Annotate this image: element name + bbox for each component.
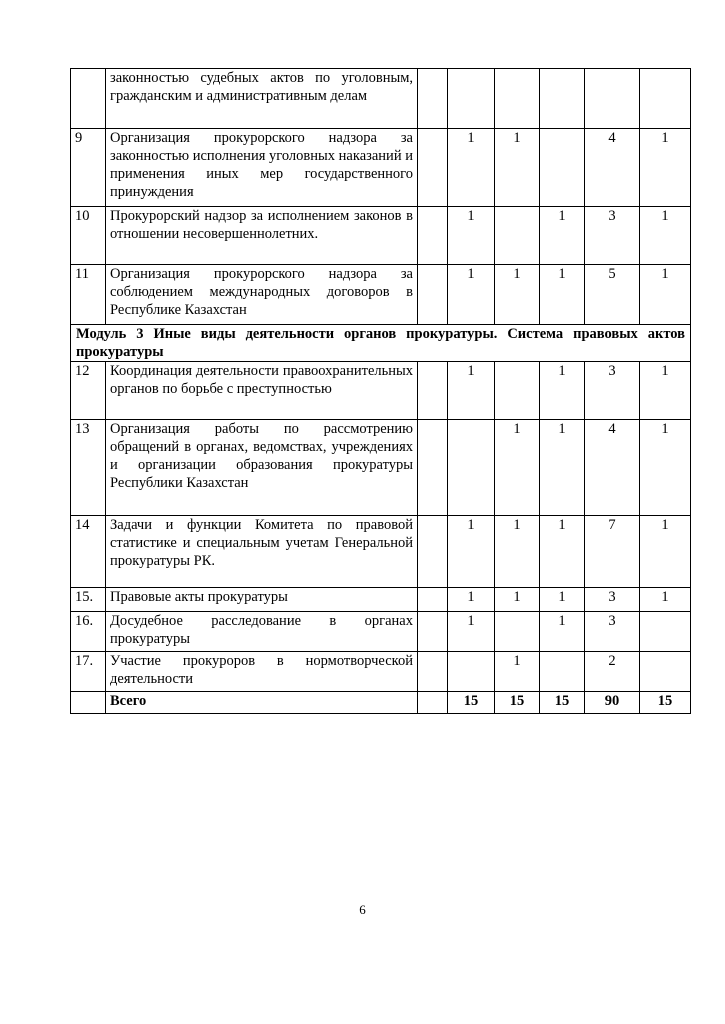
table-row xyxy=(71,612,691,652)
row-value-c1: 1 xyxy=(448,362,495,420)
row-value-c1: 1 xyxy=(448,516,495,588)
page-number: 6 xyxy=(359,902,366,917)
row-value-c5: 1 xyxy=(640,265,691,325)
total-c4: 90 xyxy=(585,692,640,714)
row-blank-cell xyxy=(418,362,448,420)
row-number: 10 xyxy=(71,207,106,265)
row-number: 13 xyxy=(71,420,106,516)
table-row xyxy=(71,516,691,588)
table-row xyxy=(71,129,691,207)
row-value-c3: 1 xyxy=(540,516,585,588)
row-value-c4: 3 xyxy=(585,362,640,420)
row-value-c4: 2 xyxy=(585,652,640,692)
row-blank-cell xyxy=(418,652,448,692)
row-number: 11 xyxy=(71,265,106,325)
row-value-c5: 1 xyxy=(640,516,691,588)
total-c2: 15 xyxy=(495,692,540,714)
row-topic: законностью судебных актов по уголовным, гражданским и административным делам xyxy=(106,69,418,129)
row-value-c2 xyxy=(495,69,540,129)
row-value-c5: 1 xyxy=(640,420,691,516)
row-blank-cell xyxy=(418,207,448,265)
module-3-title: Модуль 3 Иные виды деятельности органов прокуратуры. Система правовых актов прокуратуры xyxy=(71,325,691,362)
table-body-module3 xyxy=(71,362,691,692)
total-c5: 15 xyxy=(640,692,691,714)
total-blank-cell xyxy=(418,692,448,714)
row-value-c3: 1 xyxy=(540,420,585,516)
row-value-c4: 7 xyxy=(585,516,640,588)
row-value-c5: 1 xyxy=(640,362,691,420)
row-value-c1: 1 xyxy=(448,129,495,207)
row-blank-cell xyxy=(418,265,448,325)
row-value-c2: 1 xyxy=(495,516,540,588)
row-value-c2: 1 xyxy=(495,420,540,516)
table-row xyxy=(71,588,691,612)
row-value-c1: 1 xyxy=(448,612,495,652)
row-value-c4: 3 xyxy=(585,612,640,652)
row-value-c5 xyxy=(640,69,691,129)
row-value-c5: 1 xyxy=(640,207,691,265)
row-blank-cell xyxy=(418,516,448,588)
row-value-c3: 1 xyxy=(540,362,585,420)
table-row xyxy=(71,69,691,129)
row-value-c1: 1 xyxy=(448,265,495,325)
row-value-c1: 1 xyxy=(448,588,495,612)
row-value-c2: 1 xyxy=(495,652,540,692)
row-value-c2: 1 xyxy=(495,129,540,207)
total-c1: 15 xyxy=(448,692,495,714)
row-number: 17. xyxy=(71,652,106,692)
row-value-c4: 3 xyxy=(585,588,640,612)
row-value-c3: 1 xyxy=(540,265,585,325)
row-value-c5: 1 xyxy=(640,588,691,612)
row-value-c3 xyxy=(540,129,585,207)
table-body-total xyxy=(71,692,691,714)
total-row xyxy=(71,692,691,714)
row-topic: Задачи и функции Комитета по правовой статистике и специальным учетам Генеральной прокуратуры РК. xyxy=(106,516,418,588)
row-topic: Правовые акты прокуратуры xyxy=(106,588,418,612)
table-row xyxy=(71,420,691,516)
row-blank-cell xyxy=(418,69,448,129)
row-number: 16. xyxy=(71,612,106,652)
table-row xyxy=(71,652,691,692)
total-c3: 15 xyxy=(540,692,585,714)
total-num-cell xyxy=(71,692,106,714)
row-value-c3: 1 xyxy=(540,588,585,612)
row-topic: Организация прокурорского надзора за законностью исполнения уголовных наказаний и применения иных мер государственного принуждения xyxy=(106,129,418,207)
row-value-c5 xyxy=(640,652,691,692)
row-topic: Досудебное расследование в органах прокуратуры xyxy=(106,612,418,652)
row-value-c4: 4 xyxy=(585,129,640,207)
row-value-c1 xyxy=(448,652,495,692)
row-value-c4 xyxy=(585,69,640,129)
row-value-c2: 1 xyxy=(495,588,540,612)
row-value-c3: 1 xyxy=(540,207,585,265)
row-topic: Организация прокурорского надзора за соблюдением международных договоров в Республике Казахстан xyxy=(106,265,418,325)
row-topic: Участие прокуроров в нормотворческой деятельности xyxy=(106,652,418,692)
row-value-c2 xyxy=(495,612,540,652)
row-value-c4: 3 xyxy=(585,207,640,265)
row-value-c1 xyxy=(448,420,495,516)
row-number: 9 xyxy=(71,129,106,207)
row-value-c3: 1 xyxy=(540,612,585,652)
row-blank-cell xyxy=(418,588,448,612)
row-blank-cell xyxy=(418,129,448,207)
row-value-c5 xyxy=(640,612,691,652)
row-topic: Организация работы по рассмотрению обращений в органах, ведомствах, учреждениях и организации образования прокуратуры Республики Казахстан xyxy=(106,420,418,516)
row-value-c2 xyxy=(495,362,540,420)
row-value-c1 xyxy=(448,69,495,129)
row-value-c4: 5 xyxy=(585,265,640,325)
row-number: 14 xyxy=(71,516,106,588)
row-topic: Координация деятельности правоохранительных органов по борьбе с преступностью xyxy=(106,362,418,420)
module-3-header-row xyxy=(71,325,691,362)
row-number: 15. xyxy=(71,588,106,612)
row-value-c2: 1 xyxy=(495,265,540,325)
curriculum-table xyxy=(70,68,691,714)
table-body-module2 xyxy=(71,69,691,325)
table-row xyxy=(71,265,691,325)
row-value-c5: 1 xyxy=(640,129,691,207)
total-label: Всего xyxy=(106,692,418,714)
row-value-c2 xyxy=(495,207,540,265)
row-blank-cell xyxy=(418,420,448,516)
row-value-c4: 4 xyxy=(585,420,640,516)
table-body-module3-header xyxy=(71,325,691,362)
row-value-c1: 1 xyxy=(448,207,495,265)
row-blank-cell xyxy=(418,612,448,652)
row-topic: Прокурорский надзор за исполнением законов в отношении несовершеннолетних. xyxy=(106,207,418,265)
row-value-c3 xyxy=(540,652,585,692)
row-number xyxy=(71,69,106,129)
table-row xyxy=(71,362,691,420)
table-row xyxy=(71,207,691,265)
row-value-c3 xyxy=(540,69,585,129)
row-number: 12 xyxy=(71,362,106,420)
